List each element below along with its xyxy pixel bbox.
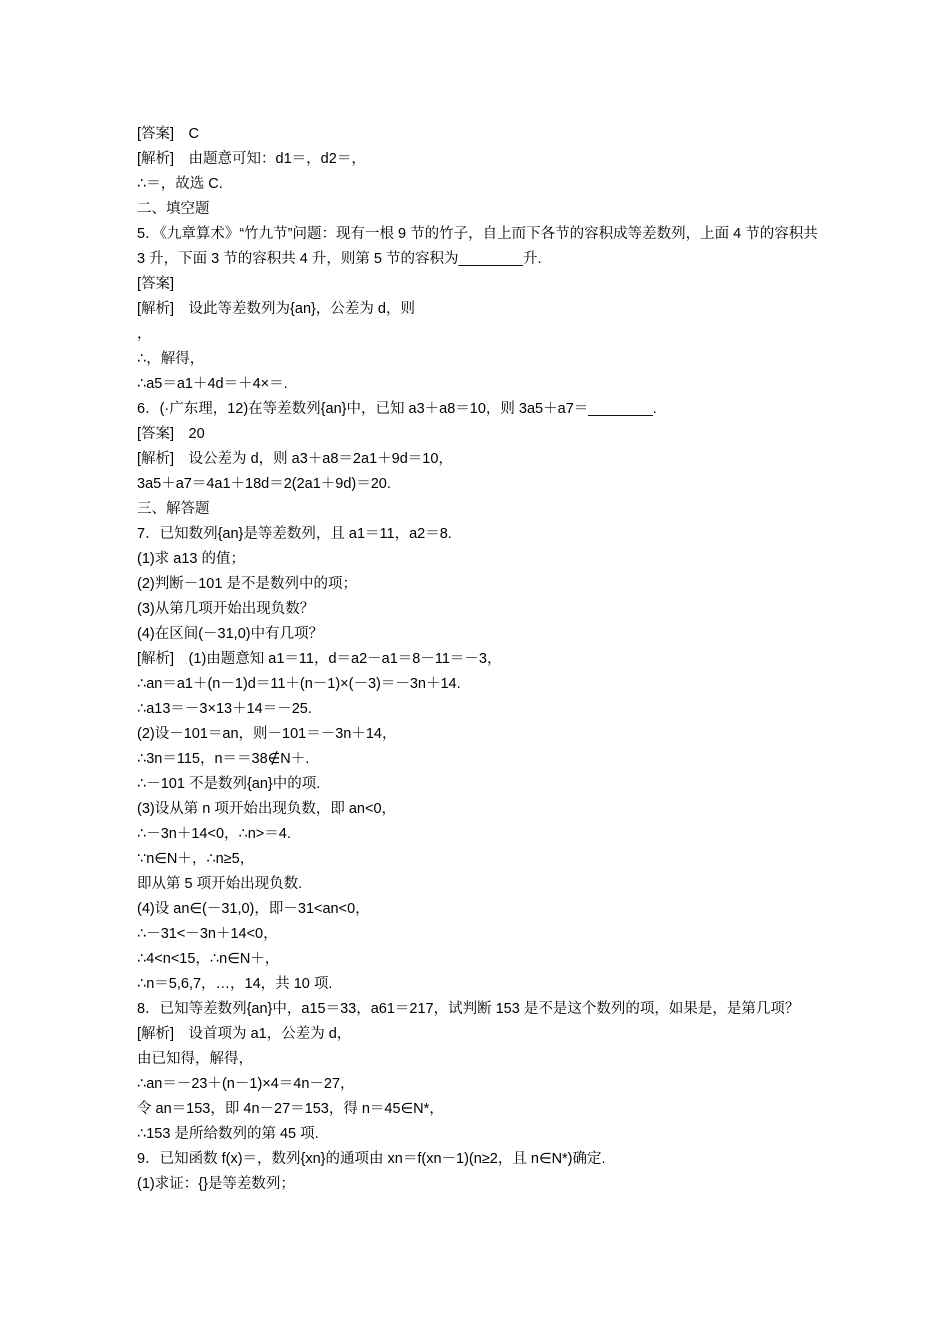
analysis-line: [解析] 设公差为 d，则 a3＋a8＝2a1＋9d＝10， [137,451,453,467]
text-line: ∴a5＝a1＋4d＝＋4×＝. [137,376,288,392]
text-line: ∴－101 不是数列{an}中的项. [137,776,321,792]
question-8: 8．已知等差数列{an}中，a15＝33，a61＝217，试判断 153 是不是这个数列的项，如果是，是第几项？ [137,1001,800,1017]
text-line: 由已知得，解得， [137,1051,253,1067]
text-line: (4)设 an∈(－31,0)，即－31<an<0， [137,901,370,917]
sub-question: (1)求证：{}是等差数列； [137,1176,295,1192]
text-line: ， [137,326,152,342]
sub-question: (2)判断－101 是不是数列中的项； [137,576,357,592]
text-line: ∴a13＝－3×13＋14＝－25. [137,701,312,717]
text-line: ∴－3n＋14<0，∴n>＝4. [137,826,291,842]
text-line: ∴an＝－23＋(n－1)×4＝4n－27， [137,1076,355,1092]
text-line: 即从第 5 项开始出现负数. [137,876,303,892]
question-6: 6．(·广东理，12)在等差数列{an}中，已知 a3＋a8＝10，则 3a5＋a7＝________. [137,401,657,417]
section-heading: 二、填空题 [137,201,210,217]
text-line: ∵n∈N＋，∴n≥5， [137,851,255,867]
text-line: ∴－31<－3n＋14<0， [137,926,278,942]
analysis-line: [解析] 设首项为 a1，公差为 d， [137,1026,352,1042]
sub-question: (1)求 a13 的值； [137,551,245,567]
sub-question: (4)在区间(－31,0)中有几项？ [137,626,324,642]
text-line: ∴4<n<15，∴n∈N＋， [137,951,280,967]
section-heading: 三、解答题 [137,501,210,517]
text-line: (3)设从第 n 项开始出现负数，即 an<0， [137,801,397,817]
text-line: ∴n＝5,6,7，…，14，共 10 项. [137,976,333,992]
analysis-line: [解析] 由题意可知：d1＝，d2＝， [137,151,366,167]
document-page [137,122,822,1197]
text-line: (2)设－101＝an，则－101＝－3n＋14， [137,726,397,742]
question-5: 5．《九章算术》“竹九节”问题：现有一根 9 节的竹子，自上而下各节的容积成等差数列，上面 4 节的容积共 3 升，下面 3 节的容积共 4 升，则第 5 节的容积为________升. [137,226,818,267]
text-line: ∴＝，故选 C. [137,176,223,192]
answer-line: [答案] C [137,126,200,142]
answer-line: [答案] [137,276,175,292]
text-line: 3a5＋a7＝4a1＋18d＝2(2a1＋9d)＝20. [137,476,391,492]
text-line: 令 an＝153，即 4n－27＝153，得 n＝45∈N*， [137,1101,444,1117]
question-7: 7．已知数列{an}是等差数列，且 a1＝11，a2＝8. [137,526,452,542]
text-line: ∴153 是所给数列的第 45 项. [137,1126,319,1142]
text-line: ∴3n＝115，n＝＝38∉N＋. [137,751,310,767]
text-line: ∴，解得， [137,351,205,367]
sub-question: (3)从第几项开始出现负数？ [137,601,315,617]
question-9: 9．已知函数 f(x)＝，数列{xn}的通项由 xn＝f(xn－1)(n≥2，且 n∈N*)确定. [137,1151,606,1167]
answer-line: [答案] 20 [137,426,205,442]
analysis-line: [解析] (1)由题意知 a1＝11，d＝a2－a1＝8－11＝－3， [137,651,502,667]
text-line: ∴an＝a1＋(n－1)d＝11＋(n－1)×(－3)＝－3n＋14. [137,676,461,692]
analysis-line: [解析] 设此等差数列为{an}，公差为 d，则 [137,301,415,317]
